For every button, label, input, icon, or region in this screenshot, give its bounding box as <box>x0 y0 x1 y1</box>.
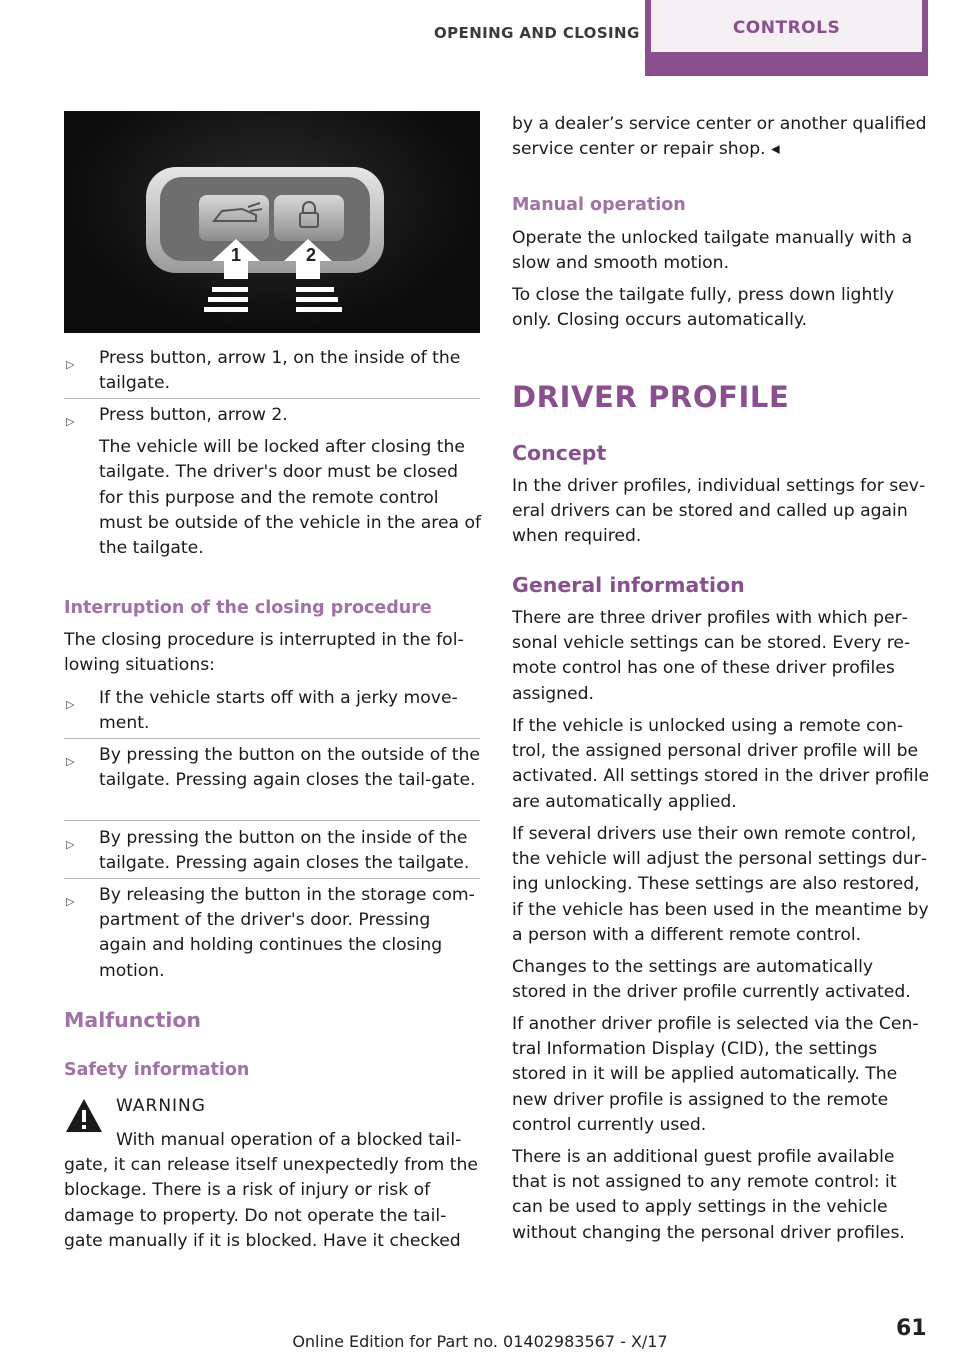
driver-profile-heading: DRIVER PROFILE <box>512 380 790 414</box>
triangle-bullet-icon: ▷ <box>66 358 75 371</box>
list-item: ▷ By releasing the button in the storage com‐partment of the driver's door. Pressing again and holding continues the closing motion. <box>66 885 475 981</box>
triangle-bullet-icon: ▷ <box>66 755 75 768</box>
bullet-list-b1 <box>64 686 482 736</box>
manual-p1: Operate the unlocked tailgate manually with a slow and smooth motion. <box>512 228 913 274</box>
concept-heading: Concept <box>512 441 607 465</box>
edition-footer: Online Edition for Part no. 01402983567 - X/17 <box>292 1332 668 1351</box>
interruption-heading: Interruption of the closing procedure <box>64 598 432 618</box>
general-paragraph: If the vehicle is unlocked using a remote con‐trol, the assigned personal driver profile will be activated. All settings stored in the driver profile are automatically applied. <box>512 716 930 812</box>
bullet-list-b3 <box>64 826 482 876</box>
list-item: ▷ If the vehicle starts off with a jerky move‐ment. <box>66 688 458 734</box>
safety-heading: Safety information <box>64 1060 250 1080</box>
divider <box>64 398 480 399</box>
section-title: OPENING AND CLOSING <box>434 24 640 42</box>
warning-continuation: by a dealer’s service center or another qualified service center or repair shop. ◂ <box>512 114 927 160</box>
manual-operation-heading: Manual operation <box>512 195 686 215</box>
bullet-list-b4 <box>64 883 482 984</box>
triangle-bullet-icon: ▷ <box>66 895 75 908</box>
divider <box>64 820 480 821</box>
bullet-list-a <box>64 346 482 396</box>
list-item: ▷ Press button, arrow 1, on the inside of the tailgate. <box>66 348 461 394</box>
triangle-bullet-icon: ▷ <box>66 838 75 851</box>
general-paragraph: If several drivers use their own remote control, the vehicle will adjust the personal settings dur‐ing unlocking. These settings are also restored, if the vehicle has been used in the meantime by a person with a different remote control. <box>512 824 929 945</box>
bullet-list-a-2 <box>64 403 482 561</box>
interruption-intro: The closing procedure is interrupted in the fol‐lowing situations: <box>64 630 464 676</box>
malfunction-heading: Malfunction <box>64 1008 202 1032</box>
triangle-bullet-icon: ▷ <box>66 698 75 711</box>
warning-label: WARNING <box>116 1096 206 1116</box>
warning-text: With manual operation of a blocked tail‐gate, it can release itself unexpectedly from the blockage. There is a risk of injury or risk of damage to property. Do not operate the tail‐gate manually if it is blocked. Have it checked <box>64 1130 478 1251</box>
bullet-list-b2 <box>64 743 482 793</box>
divider <box>64 738 480 739</box>
tailgate-buttons-figure <box>64 111 480 333</box>
list-item: ▷ Press button, arrow 2. <box>64 403 482 428</box>
general-paragraph: There is an additional guest profile available that is not assigned to any remote control: it can be used to apply settings in the vehicle without changing the personal driver profiles. <box>512 1147 905 1243</box>
triangle-bullet-icon: ▷ <box>66 415 75 428</box>
list-item: ▷ By pressing the button on the outside of the tailgate. Pressing again closes the tail‐gate. <box>66 745 480 791</box>
list-item-detail: The vehicle will be locked after closing the tailgate. The driver's door must be closed for this purpose and the remote control must be outside of the vehicle in the area of the tailgate. <box>99 437 482 559</box>
chapter-tab <box>645 0 928 76</box>
divider <box>64 878 480 879</box>
manual-p2: To close the tailgate fully, press down lightly only. Closing occurs automatically. <box>512 285 895 331</box>
list-item: ▷ By pressing the button on the inside of the tailgate. Pressing again closes the tailgate. <box>66 828 470 874</box>
general-paragraph: There are three driver profiles with which per‐sonal vehicle settings can be stored. Every re‐mote control has one of these driver profiles assigned. <box>512 608 911 704</box>
page-number: 61 <box>896 1316 927 1341</box>
chapter-tab-label: CONTROLS <box>732 18 841 38</box>
arrow-2-label: 2 <box>305 245 317 265</box>
general-paragraph: Changes to the settings are automatically stored in the driver profile currently activated. <box>512 957 911 1003</box>
concept-paragraph: In the driver profiles, individual settings for sev‐eral drivers can be stored and called up again when required. <box>512 476 926 547</box>
general-paragraph: If another driver profile is selected via the Cen‐tral Information Display (CID), the settings stored in it will be applied automatically. The new driver profile is assigned to the remote control currently used. <box>512 1014 919 1135</box>
general-info-heading: General information <box>512 573 745 597</box>
arrow-1-label: 1 <box>230 245 242 265</box>
